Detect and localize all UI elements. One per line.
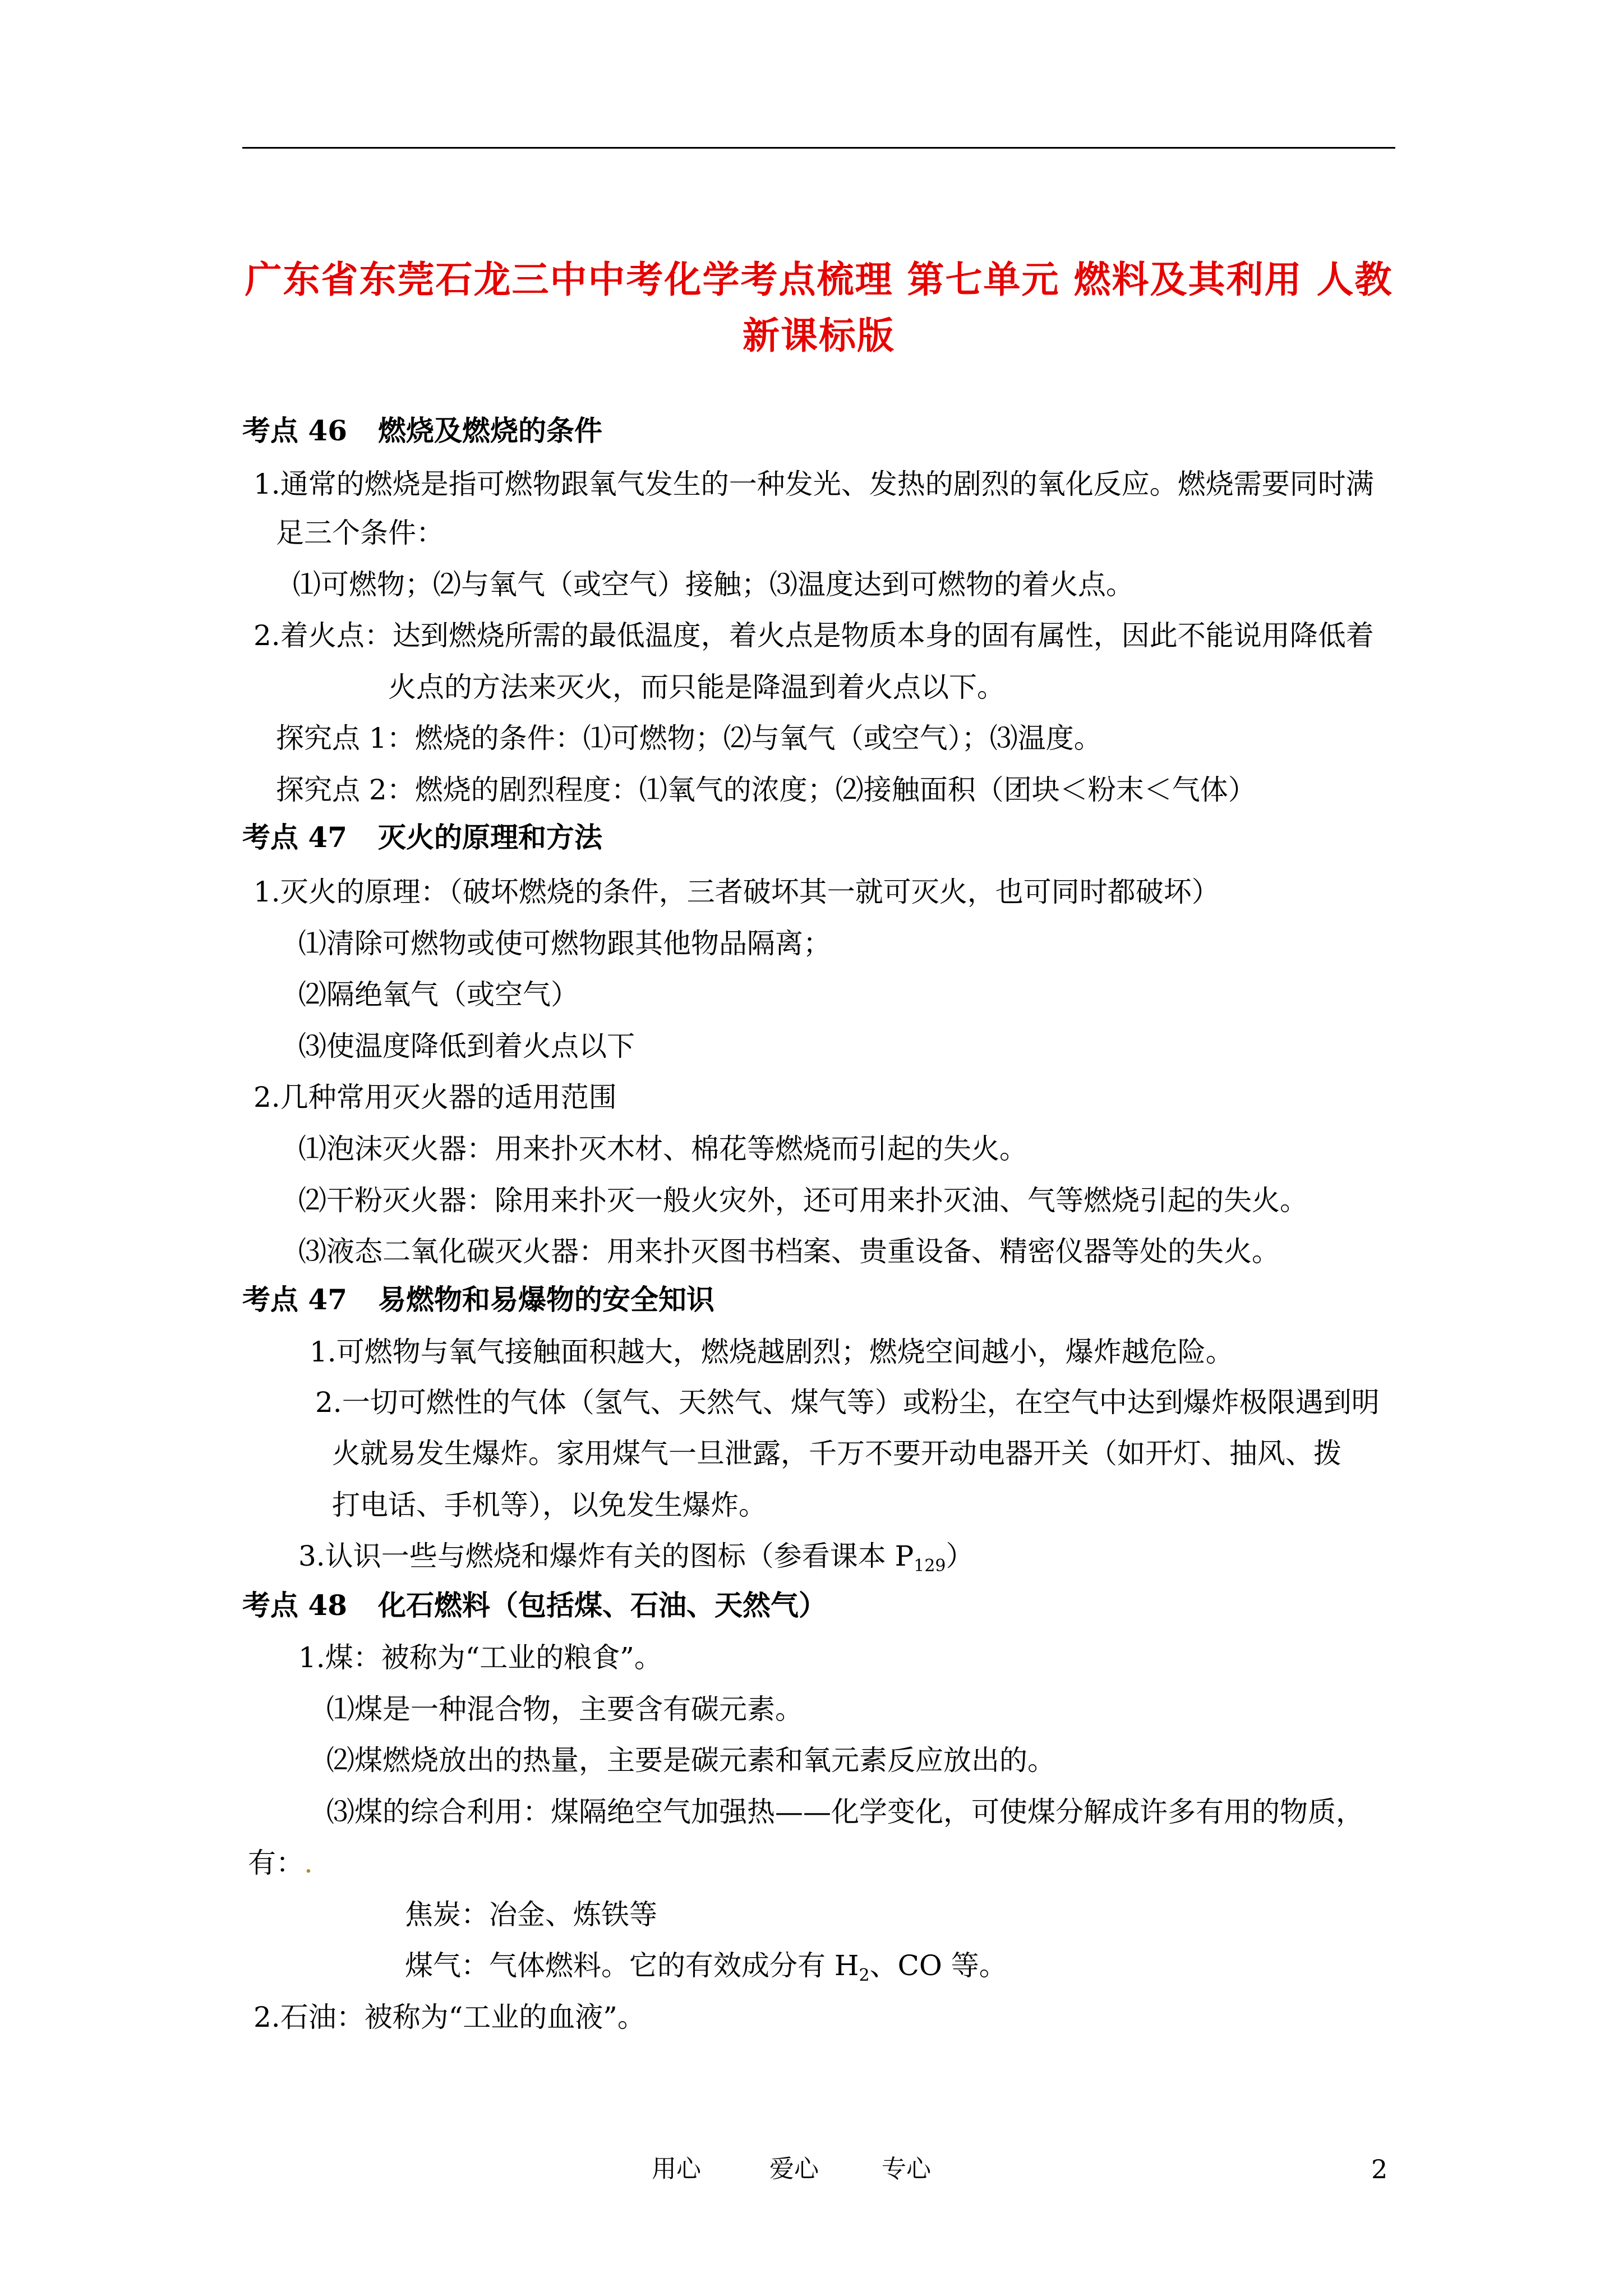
paragraph: 1.可燃物与氧气接触面积越大，燃烧越剧烈；燃烧空间越小，爆炸越危险。 <box>310 1336 1234 1368</box>
text: 3.认识一些与燃烧和爆炸有关的图标（参看课本 P <box>298 1540 914 1572</box>
section-47-heading <box>242 821 602 854</box>
text: 煤气：气体燃料。它的有效成分有 H <box>405 1949 859 1982</box>
section-title: 化石燃料（包括煤、石油、天然气） <box>378 1589 827 1622</box>
section-number: 考点 46 <box>242 414 347 447</box>
text: ） <box>946 1540 974 1572</box>
paragraph: 1.煤：被称为“工业的粮食”。 <box>298 1641 662 1674</box>
section-title: 易燃物和易爆物的安全知识 <box>378 1283 714 1316</box>
paragraph: 火点的方法来灭火，而只能是降温到着火点以下。 <box>388 671 1005 703</box>
section-47b-heading <box>242 1283 714 1317</box>
text: 、CO 等。 <box>869 1949 1007 1982</box>
paragraph: 打电话、手机等），以免发生爆炸。 <box>332 1489 767 1521</box>
list-item: ⑵隔绝氧气（或空气） <box>298 978 579 1011</box>
paragraph <box>248 1846 313 1880</box>
header-rule <box>242 147 1395 149</box>
paragraph: 2.着火点：达到燃烧所需的最低温度，着火点是物质本身的固有属性，因此不能说用降低着 <box>253 619 1374 652</box>
paragraph: 足三个条件： <box>276 517 444 549</box>
footer-word-3: 专心 <box>882 2155 931 2183</box>
paragraph: 2.几种常用灭火器的适用范围 <box>253 1081 617 1114</box>
page-number: 2 <box>1371 2154 1388 2184</box>
explore-point: 探究点 1：燃烧的条件：⑴可燃物；⑵与氧气（或空气）；⑶温度。 <box>276 722 1102 754</box>
list-item: 焦炭：冶金、炼铁等 <box>405 1898 657 1931</box>
subscript: 129 <box>914 1556 946 1576</box>
list-item: ⑵干粉灭火器：除用来扑灭一般火灾外，还可用来扑灭油、气等燃烧引起的失火。 <box>298 1184 1308 1217</box>
paragraph: 1.灭火的原理：（破坏燃烧的条件，三者破坏其一就可灭火，也可同时都破坏） <box>253 876 1220 908</box>
explore-point: 探究点 2：燃烧的剧烈程度：⑴氧气的浓度；⑵接触面积（团块＜粉末＜气体） <box>276 774 1256 806</box>
section-title: 灭火的原理和方法 <box>378 821 602 854</box>
section-46-heading <box>242 414 602 448</box>
paragraph <box>298 1539 974 1583</box>
list-item: ⑶煤的综合利用：煤隔绝空气加强热——化学变化，可使煤分解成许多有用的物质， <box>326 1796 1364 1828</box>
section-number: 考点 48 <box>242 1589 347 1622</box>
section-number: 考点 47 <box>242 821 347 854</box>
document-title <box>242 251 1395 364</box>
stray-mark: . <box>304 1847 313 1879</box>
footer-word-2: 爱心 <box>769 2155 819 2183</box>
list-item: ⑴煤是一种混合物，主要含有碳元素。 <box>326 1693 803 1726</box>
list-item: ⑴可燃物；⑵与氧气（或空气）接触；⑶温度达到可燃物的着火点。 <box>293 568 1134 601</box>
list-item: ⑴清除可燃物或使可燃物跟其他物品隔离； <box>298 927 831 960</box>
list-item: ⑵煤燃烧放出的热量，主要是碳元素和氧元素反应放出的。 <box>326 1744 1055 1777</box>
title-line-2: 新课标版 <box>743 314 895 357</box>
text: 有： <box>248 1847 304 1879</box>
list-item: ⑶液态二氧化碳灭火器：用来扑灭图书档案、贵重设备、精密仪器等处的失火。 <box>298 1235 1280 1268</box>
paragraph: 2.一切可燃性的气体（氢气、天然气、煤气等）或粉尘，在空气中达到爆炸极限遇到明 <box>315 1386 1380 1419</box>
section-title: 燃烧及燃烧的条件 <box>378 414 602 447</box>
subscript: 2 <box>859 1966 870 1985</box>
footer-word-1: 用心 <box>652 2155 701 2183</box>
title-line-1: 广东省东莞石龙三中中考化学考点梳理 第七单元 燃料及其利用 人教 <box>245 257 1393 301</box>
paragraph: 火就易发生爆炸。家用煤气一旦泄露，千万不要开动电器开关（如开灯、抽风、拨 <box>332 1437 1341 1470</box>
paragraph: 2.石油：被称为“工业的血液”。 <box>253 2001 645 2033</box>
list-item: ⑴泡沫灭火器：用来扑灭木材、棉花等燃烧而引起的失火。 <box>298 1133 1027 1165</box>
section-48-heading <box>242 1589 827 1622</box>
list-item <box>405 1949 1007 1993</box>
section-number: 考点 47 <box>242 1283 347 1316</box>
paragraph: 1.通常的燃烧是指可燃物跟氧气发生的一种发光、发热的剧烈的氧化反应。燃烧需要同时满 <box>253 468 1374 500</box>
list-item: ⑶使温度降低到着火点以下 <box>298 1030 635 1062</box>
